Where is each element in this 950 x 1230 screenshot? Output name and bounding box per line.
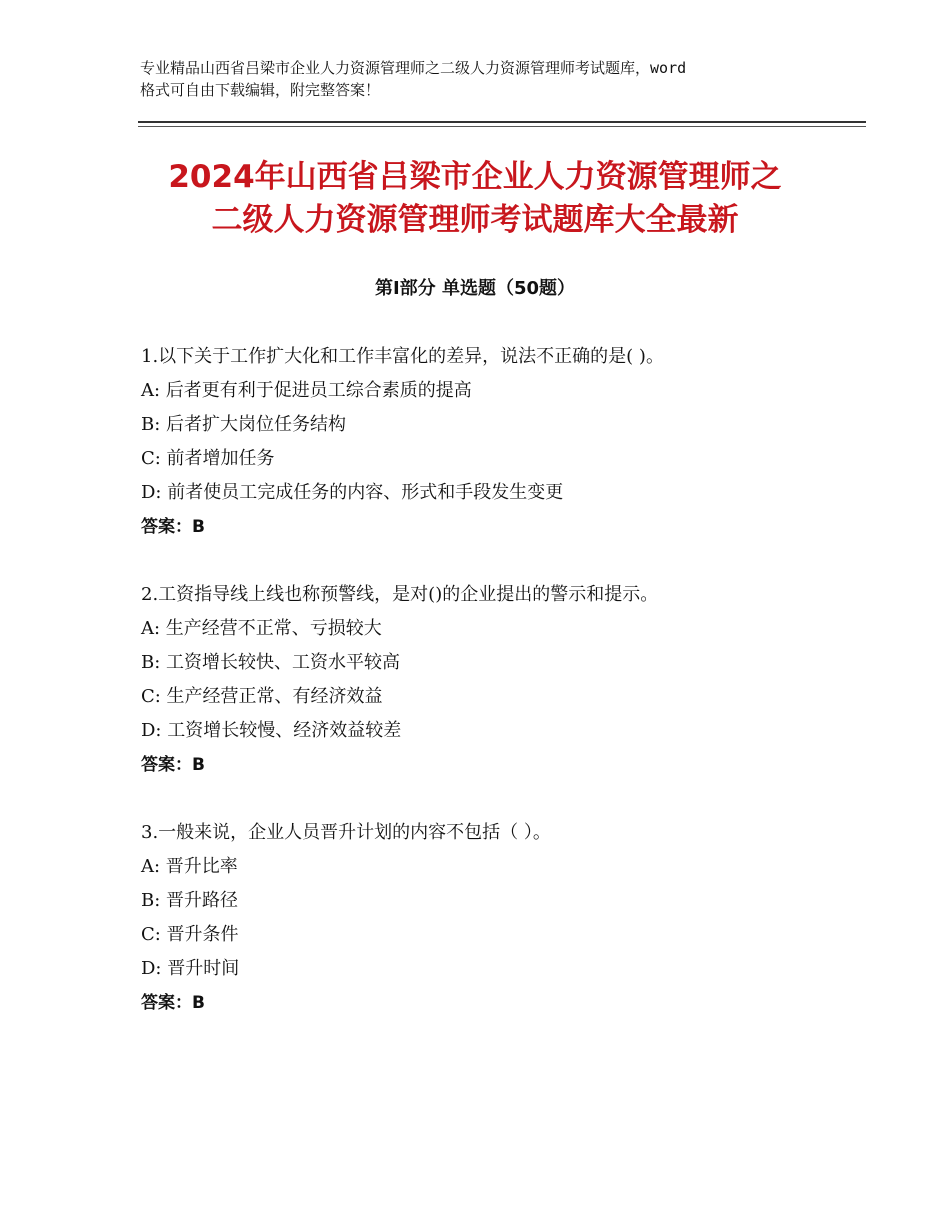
option-b: B: 后者扩大岗位任务结构 (141, 414, 347, 435)
document-title-line-2: 二级人力资源管理师考试题库大全最新 (211, 202, 739, 238)
option-d: D: 工资增长较慢、经济效益较差 (141, 720, 402, 741)
header-rule-thick (138, 121, 866, 123)
answer-label: 答案：B (141, 755, 205, 775)
option-b: B: 工资增长较快、工资水平较高 (141, 652, 401, 673)
question-stem: 1.以下关于工作扩大化和工作丰富化的差异，说法不正确的是( )。 (141, 346, 664, 367)
option-d: D: 晋升时间 (141, 958, 240, 979)
question-list (141, 340, 831, 1054)
question-1 (141, 340, 831, 544)
option-c: C: 生产经营正常、有经济效益 (141, 686, 383, 707)
header-note-line-2: 格式可自由下载编辑，附完整答案！ (140, 81, 381, 99)
header-rule-thin (138, 126, 866, 127)
option-c: C: 前者增加任务 (141, 448, 275, 469)
header-note-line-1: 专业精品山西省吕梁市企业人力资源管理师之二级人力资源管理师考试题库，word (140, 59, 687, 77)
document-title-line-1: 2024年山西省吕梁市企业人力资源管理师之 (168, 159, 782, 195)
question-stem: 2.工资指导线上线也称预警线，是对()的企业提出的警示和提示。 (141, 584, 659, 605)
option-a: A: 生产经营不正常、亏损较大 (141, 618, 382, 639)
option-b: B: 晋升路径 (141, 890, 239, 911)
document-title (100, 156, 850, 242)
header-note (140, 57, 820, 101)
answer-label: 答案：B (141, 993, 205, 1013)
option-c: C: 晋升条件 (141, 924, 239, 945)
section-heading: 第Ⅰ部分 单选题（50题） (374, 278, 575, 299)
question-stem: 3.一般来说，企业人员晋升计划的内容不包括（ ）。 (141, 822, 551, 843)
question-2 (141, 578, 831, 782)
option-a: A: 晋升比率 (141, 856, 238, 877)
question-3 (141, 816, 831, 1020)
option-a: A: 后者更有利于促进员工综合素质的提高 (141, 380, 472, 401)
option-d: D: 前者使员工完成任务的内容、形式和手段发生变更 (141, 482, 564, 503)
answer-label: 答案：B (141, 517, 205, 537)
